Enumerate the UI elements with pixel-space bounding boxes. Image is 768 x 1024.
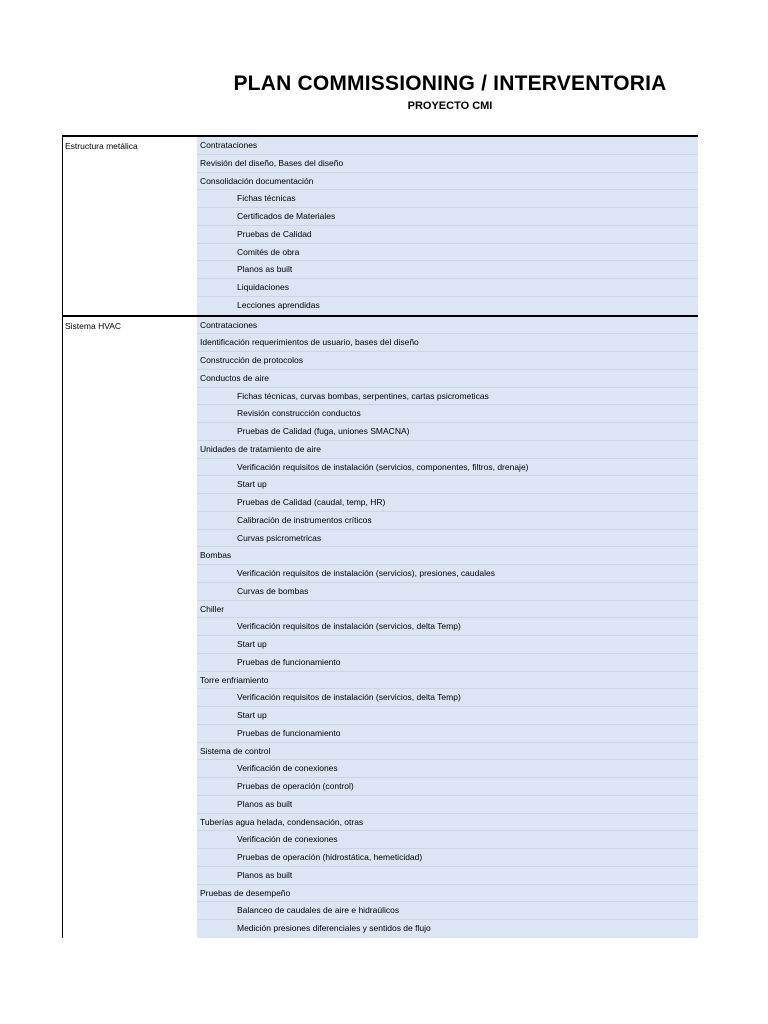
table-section bbox=[62, 137, 698, 317]
sub-item-row: Verificación requisitos de instalación (servicios), presiones, caudales bbox=[197, 565, 698, 583]
item-row: Torre enfriamiento bbox=[197, 672, 698, 690]
sub-item-row: Verificación de conexiones bbox=[197, 760, 698, 778]
sub-item-row: Start up bbox=[197, 476, 698, 494]
table-section bbox=[62, 317, 698, 938]
sub-item-row: Planos as built bbox=[197, 261, 698, 279]
sub-item-row: Pruebas de operación (control) bbox=[197, 778, 698, 796]
sub-item-row: Verificación requisitos de instalación (servicios, delta Temp) bbox=[197, 618, 698, 636]
sub-item-row: Planos as built bbox=[197, 867, 698, 885]
sub-item-row: Verificación requisitos de instalación (servicios, delta Temp) bbox=[197, 689, 698, 707]
sub-item-row: Revisión construcción conductos bbox=[197, 405, 698, 423]
sub-item-row: Curvas psicrometricas bbox=[197, 530, 698, 548]
sub-item-row: Fichas técnicas, curvas bombas, serpentines, cartas psicrometicas bbox=[197, 388, 698, 406]
item-row: Contrataciones bbox=[197, 317, 698, 335]
item-row: Tuberías agua helada, condensación, otras bbox=[197, 814, 698, 832]
sub-item-row: Start up bbox=[197, 707, 698, 725]
sub-item-row: Curvas de bombas bbox=[197, 583, 698, 601]
sub-item-row: Start up bbox=[197, 636, 698, 654]
sub-item-row: Medición presiones diferenciales y sentidos de flujo bbox=[237, 923, 431, 933]
item-row: Conductos de aire bbox=[197, 370, 698, 388]
section-label: Sistema HVAC bbox=[62, 317, 197, 938]
sub-item-row: Calibración de instrumentos críticos bbox=[197, 512, 698, 530]
sub-item-row: Pruebas de funcionamiento bbox=[197, 725, 698, 743]
commissioning-table bbox=[62, 135, 698, 938]
sub-item-row: Pruebas de operación (hidrostática, hemeticidad) bbox=[197, 849, 698, 867]
item-row: Construcción de protocolos bbox=[197, 352, 698, 370]
item-row: Consolidación documentación bbox=[197, 173, 698, 191]
sub-item-row: Pruebas de Calidad (fuga, uniones SMACNA) bbox=[197, 423, 698, 441]
sub-item-row: Pruebas de Calidad (caudal, temp, HR) bbox=[197, 494, 698, 512]
sub-item-row: Verificación de conexiones bbox=[197, 831, 698, 849]
sub-item-row: Pruebas de funcionamiento bbox=[197, 654, 698, 672]
item-row: Chiller bbox=[197, 601, 698, 619]
document-subtitle: PROYECTO CMI bbox=[407, 100, 493, 112]
item-row: Contrataciones bbox=[197, 137, 698, 155]
item-row: Pruebas de desempeño bbox=[197, 885, 698, 903]
sub-item-row: Fichas técnicas bbox=[197, 190, 698, 208]
item-row: Sistema de control bbox=[197, 743, 698, 761]
sub-item-row: Balanceo de caudales de aire e hidraúlicos bbox=[197, 902, 698, 920]
sub-item-row: Comités de obra bbox=[197, 244, 698, 262]
section-rows bbox=[197, 317, 698, 938]
sub-item-row: Verificación requisitos de instalación (servicios, componentes, filtros, drenaje) bbox=[197, 459, 698, 477]
item-row: Unidades de tratamiento de aire bbox=[197, 441, 698, 459]
section-rows bbox=[197, 137, 698, 315]
sub-item-row: Planos as built bbox=[197, 796, 698, 814]
item-row: Bombas bbox=[197, 547, 698, 565]
sub-item-row: Liquidaciones bbox=[197, 279, 698, 297]
sub-item-row: Lecciones aprendidas bbox=[237, 299, 320, 310]
sub-item-row: Certificados de Materiales bbox=[197, 208, 698, 226]
item-row: Identificación requerimientos de usuario, bases del diseño bbox=[197, 334, 698, 352]
document-title: PLAN COMMISSIONING / INTERVENTORIA bbox=[233, 72, 667, 95]
sub-item-row: Pruebas de Calidad bbox=[197, 226, 698, 244]
section-label: Estructura metálica bbox=[62, 137, 197, 315]
item-row: Revisión del diseño, Bases del diseño bbox=[197, 155, 698, 173]
